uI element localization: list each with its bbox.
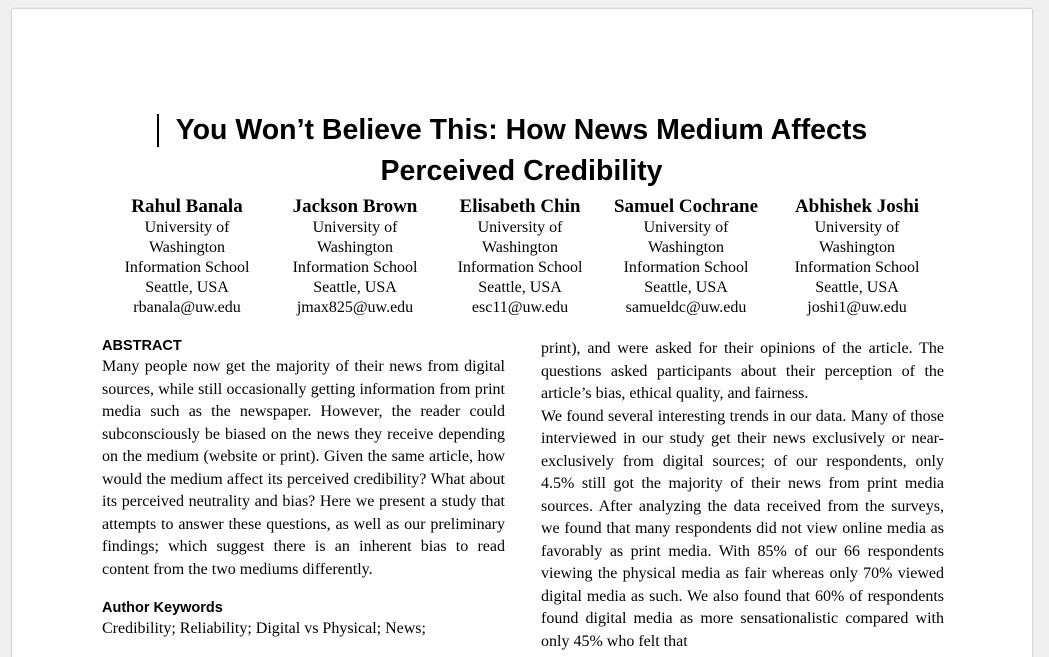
author-affiliation: Washington [316, 239, 394, 256]
section-spacer [102, 581, 505, 598]
author-location: Seattle, USA [478, 279, 562, 296]
author-affiliation: University of [477, 219, 563, 236]
author-affiliation: University of [643, 219, 729, 236]
author-location: Seattle, USA [145, 279, 229, 296]
keywords-text: Credibility; Reliability; Digital vs Physical; News; [102, 620, 426, 637]
paper-title-line-2: Perceived Credibility [380, 155, 663, 187]
abstract-text: Many people now get the majority of their news from digital sources, while still occasionally getting information from print media such as the newspaper. However, the reader could subconsciously be biased on the news they receive depending on the medium (website or print). Given the same article, how would the medium affect its perceived credibility? What about its perceived neutrality and bias? Here we present a study that attempts to answer these questions, as well as our preliminary findings; which suggest there is an inherent bias to read content from the two mediums differently. [102, 358, 505, 578]
author-email: rbanala@uw.edu [133, 299, 241, 316]
author-department: Information School [457, 259, 583, 276]
author-affiliation: Washington [148, 239, 226, 256]
author-department: Information School [794, 259, 920, 276]
author-affiliation: University of [144, 219, 230, 236]
author-joshi [772, 195, 942, 318]
author-affiliation: University of [312, 219, 398, 236]
author-email: samueldc@uw.edu [625, 299, 747, 316]
paper-title-line-1: You Won’t Believe This: How News Medium Affects [175, 114, 868, 146]
author-affiliation: Washington [481, 239, 559, 256]
author-name: Samuel Cochrane [613, 196, 759, 217]
text-cursor [157, 114, 159, 147]
author-name: Abhishek Joshi [794, 196, 920, 217]
author-affiliation: Washington [647, 239, 725, 256]
body-paragraph: print), and were asked for their opinions of the article. The questions asked participants about their perception of the article’s bias, ethical quality, and fairness. [541, 340, 944, 402]
author-location: Seattle, USA [644, 279, 728, 296]
left-column [102, 336, 505, 641]
author-department: Information School [124, 259, 250, 276]
abstract-heading: ABSTRACT [102, 338, 182, 354]
author-department: Information School [623, 259, 749, 276]
author-department: Information School [292, 259, 418, 276]
author-name: Rahul Banala [131, 196, 243, 217]
author-location: Seattle, USA [815, 279, 899, 296]
author-affiliation: Washington [818, 239, 896, 256]
author-name: Jackson Brown [292, 196, 418, 217]
body-paragraph: We found several interesting trends in our data. Many of those interviewed in our study get their news exclusively or near-exclusively from digital sources; of our respondents, only 4.5% still got the majority of their news from print media sources. After analyzing the data received from the surveys, we found that many respondents did not view online media as favorably as print media. With 85% of our 66 respondents viewing the physical media as fair whereas only 70% viewed digital media as such. We also found that 60% of respondents found digital media as more sensationalistic compared with only 45% who felt that [541, 407, 944, 650]
keywords-heading: Author Keywords [102, 600, 223, 616]
right-column [541, 338, 944, 653]
author-name: Elisabeth Chin [459, 196, 581, 217]
author-cochrane [601, 195, 771, 318]
author-email: joshi1@uw.edu [807, 299, 907, 316]
author-brown [270, 195, 440, 318]
author-email: jmax825@uw.edu [296, 299, 414, 316]
author-banala [102, 195, 272, 318]
author-email: esc11@uw.edu [471, 299, 569, 316]
author-chin [435, 195, 605, 318]
author-location: Seattle, USA [313, 279, 397, 296]
author-block [0, 195, 1049, 325]
author-affiliation: University of [814, 219, 900, 236]
